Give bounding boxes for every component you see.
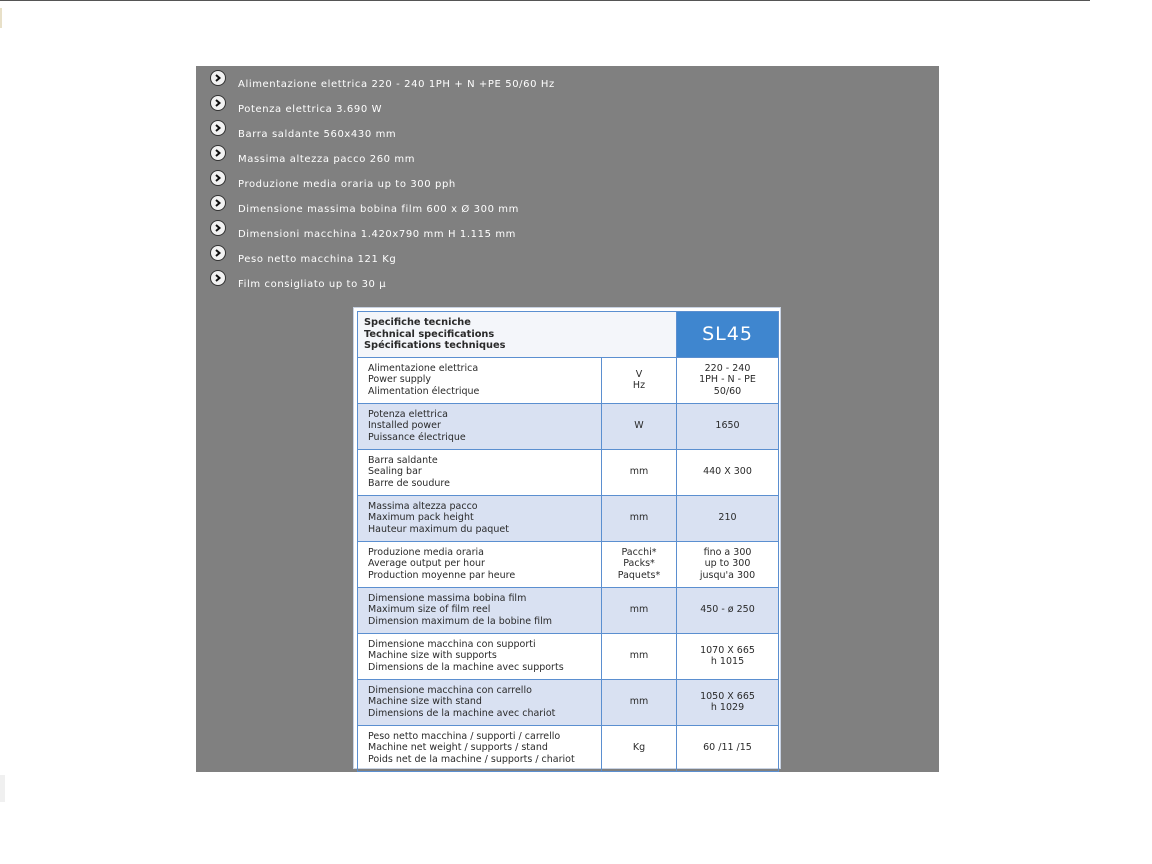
row-unit-line: Kg [632, 742, 646, 754]
row-label-line: Massima altezza pacco [368, 500, 478, 512]
bullet-text: Film consigliato up to 30 µ [238, 279, 387, 290]
table-row [358, 541, 779, 587]
row-unit [602, 725, 677, 771]
row-label-line: Machine size with supports [368, 650, 497, 662]
bullet-text: Potenza elettrica 3.690 W [238, 104, 383, 115]
chevron-right-circle-icon [210, 195, 226, 211]
technical-spec-table [357, 311, 779, 772]
model-name: SL45 [677, 312, 779, 358]
row-unit-line: Paquets* [617, 569, 661, 581]
row-label-line: Dimensions de la machine avec chariot [368, 707, 556, 719]
row-unit-line: mm [629, 604, 649, 616]
row-value [677, 357, 779, 403]
row-unit [602, 587, 677, 633]
row-value-line: jusqu'a 300 [699, 569, 756, 581]
row-value-line: 1050 X 665 [700, 690, 755, 702]
row-label-line: Barre de soudure [368, 477, 450, 489]
row-label-line: Peso netto macchina / supporti / carrello [368, 730, 561, 742]
bullet-text: Dimensione massima bobina film 600 x Ø 300 mm [238, 204, 519, 215]
edge-artifact [0, 775, 5, 802]
row-unit-line: mm [629, 466, 649, 478]
chevron-right-circle-icon [210, 145, 226, 161]
row-label-line: Machine size with stand [368, 696, 482, 708]
bullet-text: Produzione media oraria up to 300 pph [238, 179, 456, 190]
row-unit-line: Hz [632, 380, 646, 391]
bullet-text: Massima altezza pacco 260 mm [238, 154, 416, 165]
table-header-row [358, 312, 779, 358]
row-value-line: 450 - ø 250 [700, 604, 755, 616]
row-label [358, 541, 602, 587]
row-label-line: Produzione media oraria [368, 546, 484, 558]
row-unit-line: V [635, 368, 643, 380]
row-label [358, 403, 602, 449]
row-unit-line: Packs* [623, 558, 655, 570]
row-label-line: Alimentazione elettrica [368, 362, 479, 374]
row-label [358, 725, 602, 771]
row-value-line: 60 /11 /15 [703, 742, 752, 754]
row-label [358, 679, 602, 725]
row-value-line: h 1029 [710, 702, 745, 713]
table-row [358, 357, 779, 403]
row-label-line: Hauteur maximum du paquet [368, 523, 509, 535]
row-label [358, 495, 602, 541]
row-value [677, 587, 779, 633]
row-unit-line: W [634, 420, 644, 432]
row-label-line: Puissance électrique [368, 431, 466, 443]
row-value [677, 449, 779, 495]
row-label [358, 449, 602, 495]
table-row [358, 587, 779, 633]
row-value [677, 403, 779, 449]
chevron-right-circle-icon [210, 245, 226, 261]
row-unit [602, 495, 677, 541]
row-label-line: Power supply [368, 374, 432, 386]
row-unit [602, 403, 677, 449]
row-label-line: Average output per hour [368, 558, 485, 570]
row-label-line: Installed power [368, 420, 441, 432]
row-value [677, 541, 779, 587]
row-label-line: Dimensions de la machine avec supports [368, 661, 564, 673]
bullet-text: Peso netto macchina 121 Kg [238, 254, 397, 265]
row-label-line: Dimensione massima bobina film [368, 592, 527, 604]
row-value-line: 210 [718, 512, 737, 524]
row-label-line: Dimension maximum de la bobine film [368, 615, 553, 627]
row-value [677, 725, 779, 771]
table-header-label [358, 312, 677, 358]
bullet-text: Dimensioni macchina 1.420x790 mm H 1.115 mm [238, 229, 516, 240]
row-label-line: Alimentation électrique [368, 385, 480, 397]
row-value-line: h 1015 [710, 656, 745, 667]
chevron-right-circle-icon [210, 170, 226, 186]
table-row [358, 495, 779, 541]
row-unit [602, 541, 677, 587]
chevron-right-circle-icon [210, 220, 226, 236]
row-value-line: 1PH - N - PE [699, 374, 756, 386]
row-value [677, 633, 779, 679]
row-label [358, 357, 602, 403]
row-unit-line: mm [629, 696, 649, 708]
row-unit-line: Pacchi* [621, 546, 657, 558]
row-value-line: fino a 300 [703, 546, 752, 558]
row-unit [602, 633, 677, 679]
header-line-fr: Spécifications techniques [364, 340, 506, 351]
row-value-line: 440 X 300 [703, 466, 752, 478]
chevron-right-circle-icon [210, 70, 226, 86]
row-unit [602, 357, 677, 403]
table-row [358, 679, 779, 725]
table-row [358, 725, 779, 771]
row-label-line: Sealing bar [368, 466, 422, 478]
corner-artifact [0, 8, 2, 28]
row-label [358, 633, 602, 679]
chevron-right-circle-icon [210, 120, 226, 136]
row-label-line: Poids net de la machine / supports / chariot [368, 753, 575, 765]
row-label-line: Production moyenne par heure [368, 569, 516, 581]
row-label-line: Maximum pack height [368, 512, 474, 524]
bullet-text: Barra saldante 560x430 mm [238, 129, 397, 140]
chevron-right-circle-icon [210, 270, 226, 286]
row-value-line: 1650 [715, 420, 740, 432]
row-unit [602, 449, 677, 495]
spec-table-image [353, 307, 781, 769]
table-row [358, 403, 779, 449]
chevron-right-circle-icon [210, 95, 226, 111]
bullet-text: Alimentazione elettrica 220 - 240 1PH + N +PE 50/60 Hz [238, 79, 555, 90]
table-row [358, 449, 779, 495]
row-unit-line: mm [629, 650, 649, 662]
row-label-line: Potenza elettrica [368, 408, 448, 420]
row-label-line: Dimensione macchina con supporti [368, 638, 536, 650]
row-value-line: 1070 X 665 [700, 644, 755, 656]
row-unit-line: mm [629, 512, 649, 524]
row-label-line: Maximum size of film reel [368, 604, 491, 616]
row-label-line: Machine net weight / supports / stand [368, 742, 548, 754]
row-label [358, 587, 602, 633]
header-line-en: Technical specifications [364, 328, 495, 340]
row-unit [602, 679, 677, 725]
row-value [677, 495, 779, 541]
row-value-line: 50/60 [713, 385, 742, 397]
header-line-it: Specifiche tecniche [364, 317, 471, 328]
top-divider [0, 0, 1090, 1]
row-value-line: 220 - 240 [704, 362, 751, 374]
row-value-line: up to 300 [704, 558, 751, 570]
row-label-line: Barra saldante [368, 454, 438, 466]
row-value [677, 679, 779, 725]
table-row [358, 633, 779, 679]
row-label-line: Dimensione macchina con carrello [368, 684, 532, 696]
